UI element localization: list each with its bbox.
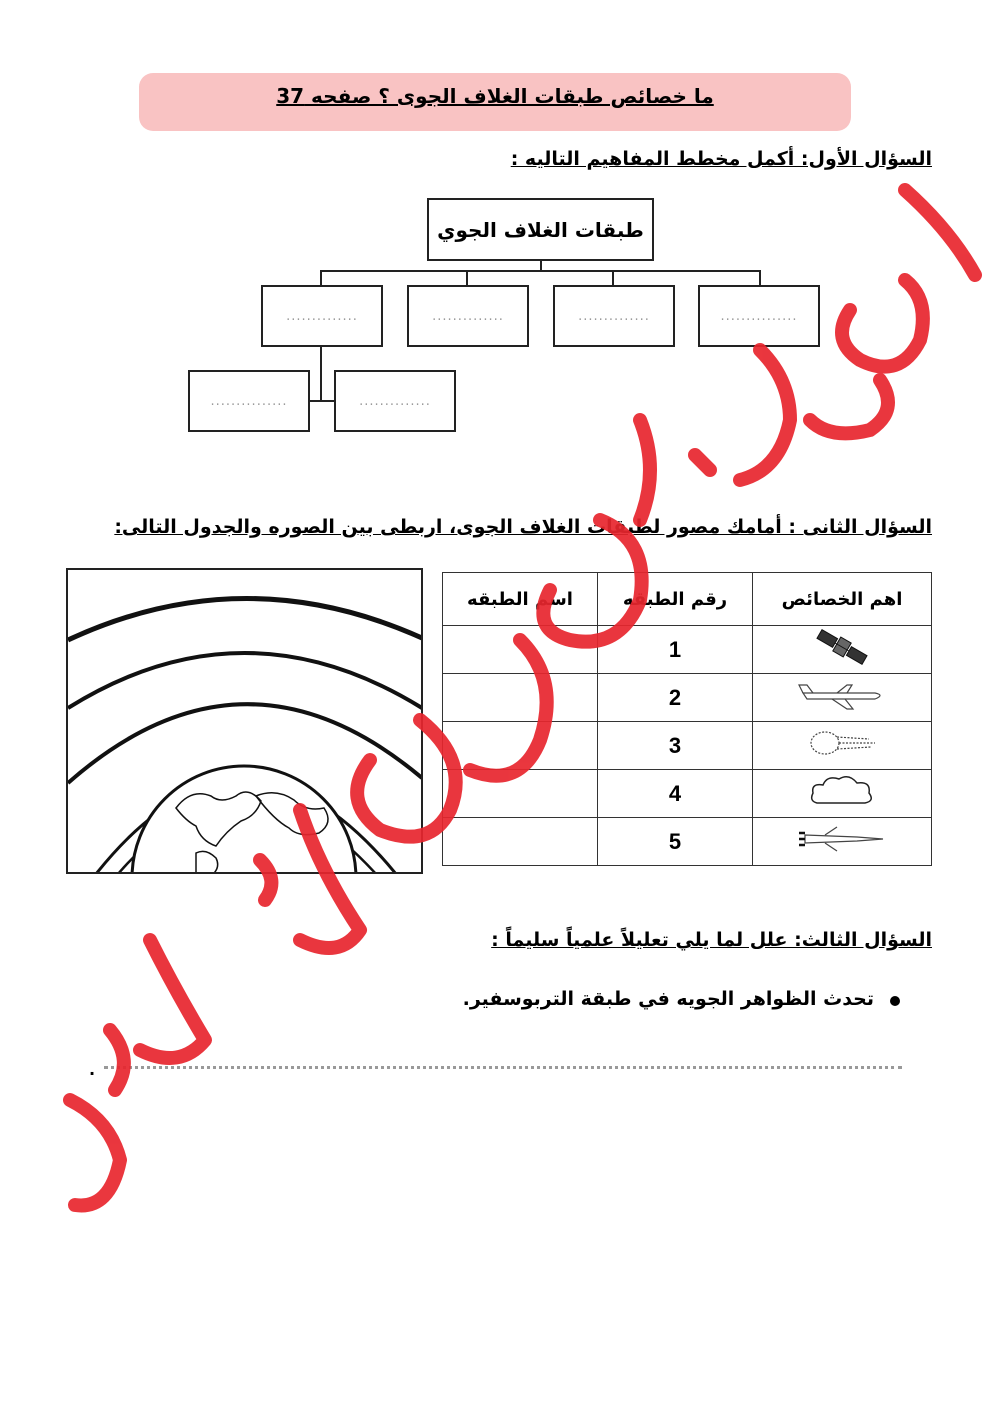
blank-dots: .............. (359, 393, 431, 409)
concept-blank-box[interactable] (261, 285, 383, 347)
connector-line (320, 270, 761, 272)
blank-dots: .............. (432, 308, 504, 324)
question2-heading: السؤال الثانى : أمامك مصور لطبقات الغلاف الجوى، اربطى بين الصوره والجدول التالى: (114, 516, 932, 538)
layers-table (442, 572, 932, 866)
feature-cell (753, 818, 932, 866)
concept-root-label: طبقات الغلاف الجوي (437, 217, 644, 242)
layer-number: 2 (598, 674, 753, 722)
watermark-stroke (640, 420, 650, 520)
layer-name-answer[interactable] (443, 722, 598, 770)
watermark-stroke (740, 350, 790, 480)
cloud-icon (807, 773, 877, 809)
bullet-icon (890, 996, 900, 1006)
satellite-icon (812, 627, 872, 667)
layer-name-answer[interactable] (443, 770, 598, 818)
watermark-stroke (810, 380, 888, 433)
question3-item: تحدث الظواهر الجويه في طبقة التربوسفير. (462, 988, 874, 1010)
connector-line (320, 270, 322, 286)
header-layer-number: رقم الطبقه (598, 573, 753, 626)
connector-line (612, 270, 614, 286)
table-row (443, 626, 932, 674)
airplane-icon (797, 679, 887, 711)
feature-cell (753, 626, 932, 674)
table-row (443, 674, 932, 722)
blank-dots: ............... (210, 393, 288, 409)
layer-name-answer[interactable] (443, 674, 598, 722)
concept-blank-box[interactable] (698, 285, 820, 347)
concept-blank-box[interactable] (334, 370, 456, 432)
meteor-icon (807, 727, 877, 759)
feature-cell (753, 722, 932, 770)
watermark-stroke (140, 940, 205, 1058)
blank-dots: .............. (578, 308, 650, 324)
question3-heading: السؤال الثالث: علل لما يلي تعليلاً علمياً سليماً : (491, 929, 932, 951)
concept-blank-box[interactable] (188, 370, 310, 432)
header-layer-name: اسم الطبقه (443, 573, 598, 626)
page-title: ما خصائص طبقات الغلاف الجوى ؟ صفحه 37 (276, 84, 714, 108)
feature-cell (753, 674, 932, 722)
concept-root-box (427, 198, 654, 261)
header-features: اهم الخصائص (753, 573, 932, 626)
connector-line (308, 400, 335, 402)
jet-icon (797, 823, 887, 855)
connector-line (466, 270, 468, 286)
layer-number: 3 (598, 722, 753, 770)
question1-heading: السؤال الأول: أكمل مخطط المفاهيم التاليه : (510, 148, 932, 170)
blank-dots: ............... (720, 308, 798, 324)
watermark-stroke (70, 1100, 120, 1205)
layer-name-answer[interactable] (443, 818, 598, 866)
layer-number: 5 (598, 818, 753, 866)
watermark-stroke (110, 1030, 124, 1090)
watermark-stroke (695, 455, 710, 470)
table-row (443, 818, 932, 866)
connector-line (759, 270, 761, 286)
table-row (443, 722, 932, 770)
feature-cell (753, 770, 932, 818)
concept-blank-box[interactable] (407, 285, 529, 347)
answer-line[interactable] (104, 1066, 902, 1069)
answer-end-mark: . (89, 1060, 96, 1079)
table-row (443, 770, 932, 818)
layer-number: 1 (598, 626, 753, 674)
concept-blank-box[interactable] (553, 285, 675, 347)
table-header-row (443, 573, 932, 626)
watermark-stroke (842, 280, 923, 367)
watermark-stroke (905, 190, 975, 275)
layer-number: 4 (598, 770, 753, 818)
connector-line (320, 346, 322, 402)
atmosphere-layers-picture (66, 568, 423, 874)
blank-dots: .............. (286, 308, 358, 324)
layer-name-answer[interactable] (443, 626, 598, 674)
